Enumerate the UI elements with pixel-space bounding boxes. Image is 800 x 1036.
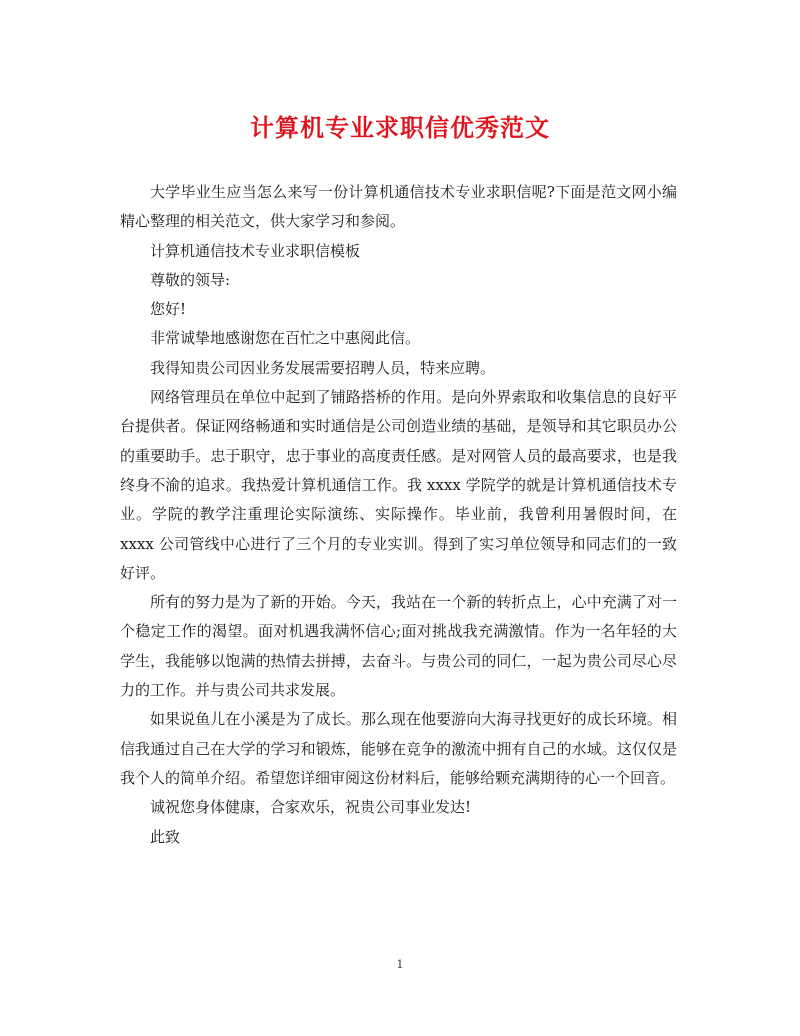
paragraph-greeting: 您好!: [150, 300, 187, 319]
paragraph-intro: 大学毕业生应当怎么来写一份计算机通信技术专业求职信呢?下面是范文网小编精心整理的相关范文，供大家学习和参阅。: [120, 183, 677, 231]
paragraph-sign-off: 此致: [150, 827, 181, 846]
paragraph-wishes: 诚祝您身体健康，合家欢乐，祝贵公司事业发达!: [150, 798, 472, 817]
paragraph-thanks: 非常诚挚地感谢您在百忙之中惠阅此信。: [150, 329, 421, 348]
paragraph-purpose: 我得知贵公司因业务发展需要招聘人员，特来应聘。: [150, 358, 496, 377]
paragraph-motivation: 所有的努力是为了新的开始。今天，我站在一个新的转折点上，心中充满了对一个稳定工作的渴望。面对机遇我满怀信心;面对挑战我充满激情。作为一名年轻的大学生，我能够以饱满的热情去拼搏，去奋斗。与贵公司的同仁，一起为贵公司尽心尽力的工作。并与贵公司共求发展。: [120, 593, 677, 700]
paragraph-closing-statement: 如果说鱼儿在小溪是为了成长。那么现在他要游向大海寻找更好的成长环境。相信我通过自己在大学的学习和锻炼，能够在竞争的激流中拥有自己的水域。这仅仅是我个人的简单介绍。希望您详细审阅这份材料后，能够给颗充满期待的心一个回音。: [120, 710, 677, 787]
paragraph-experience: 网络管理员在单位中起到了铺路搭桥的作用。是向外界索取和收集信息的良好平台提供者。保证网络畅通和实时通信是公司创造业绩的基础，是领导和其它职员办公的重要助手。忠于职守，忠于事业的高度责任感。是对网管人员的最高要求，也是我终身不渝的追求。我热爱计算机通信工作。我 xxxx 学院学的就是计算机通信技术专业。学院的教学注重理论实际演练、实际操作。毕业前，我曾利用暑假时间，在 xxxx 公司管线中心进行了三个月的专业实训。得到了实习单位领导和同志们的一致好评。: [120, 388, 677, 582]
paragraph-template-heading: 计算机通信技术专业求职信模板: [150, 241, 361, 260]
page-number: 1: [396, 958, 404, 971]
paragraph-salutation: 尊敬的领导:: [150, 270, 231, 289]
document-title: 计算机专业求职信优秀范文: [250, 113, 550, 142]
document-body: [120, 178, 677, 852]
